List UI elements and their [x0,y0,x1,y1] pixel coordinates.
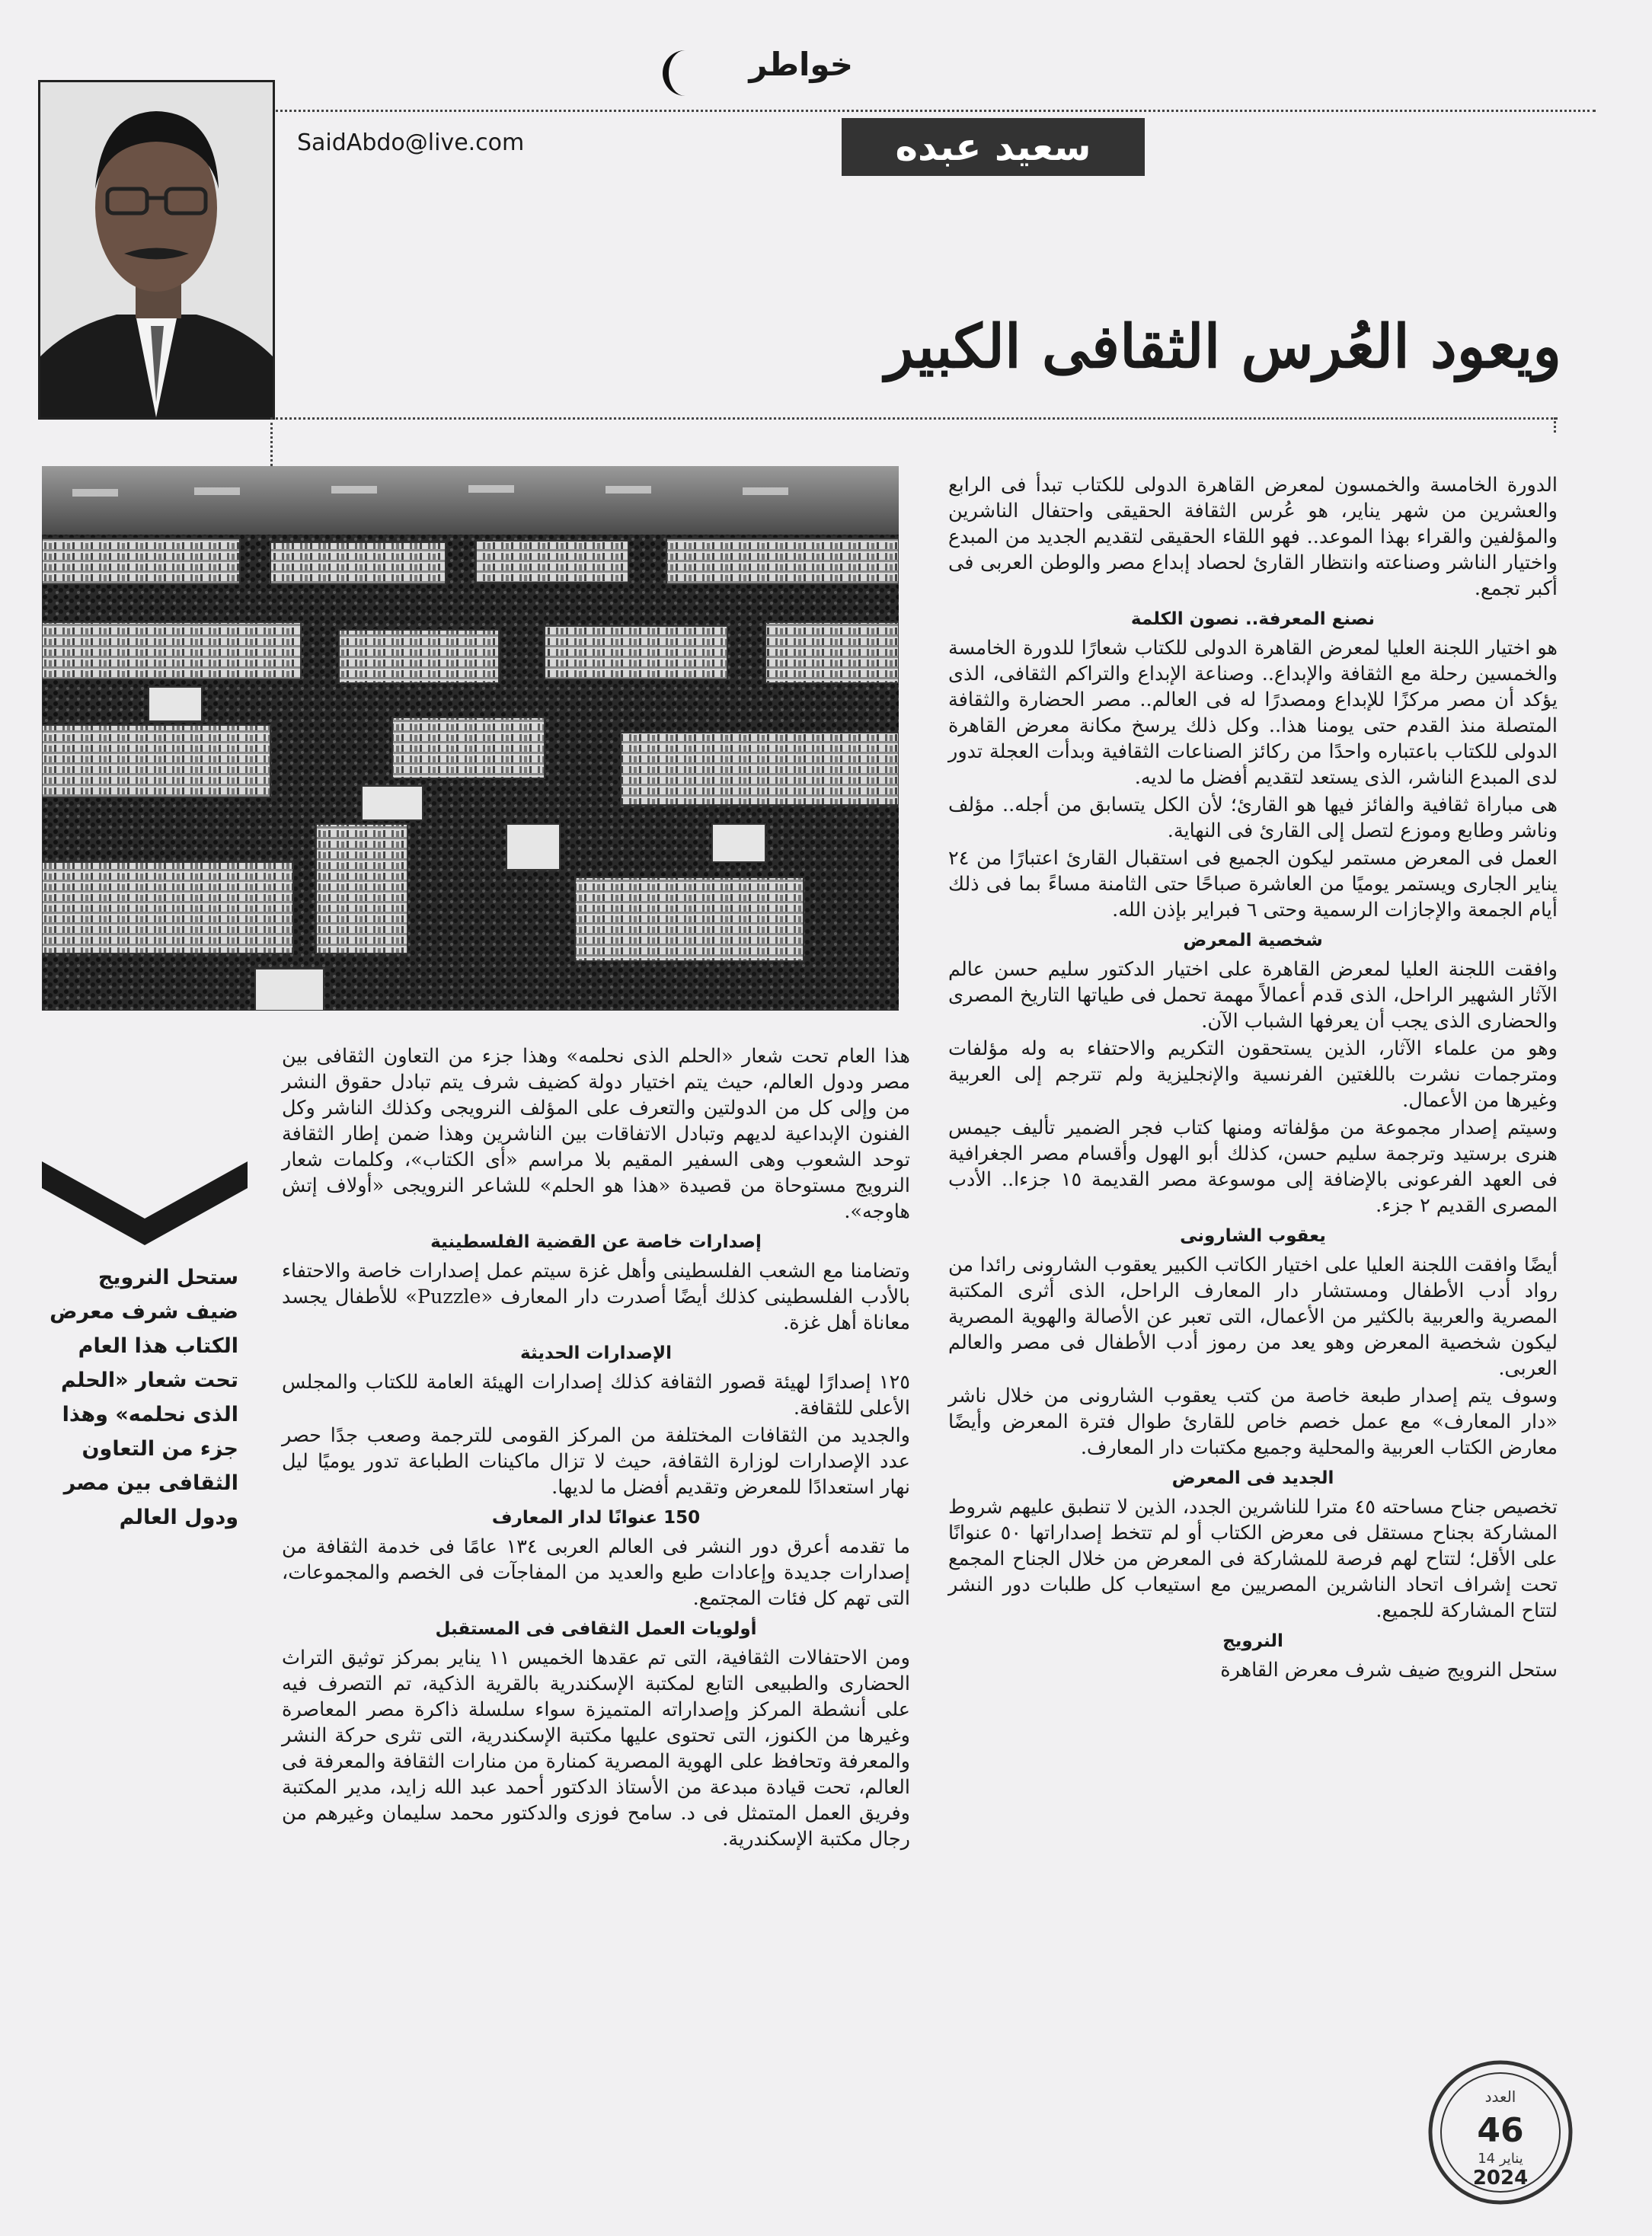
section-label: خواطر [749,46,853,83]
paragraph: وافقت اللجنة العليا لمعرض القاهرة على اختيار الدكتور سليم حسن عالم الآثار الشهير الراحل، الذى قدم أعمالاً مهمة تحمل فى طياتها التاريخ المصرى والحضارى الذى يجب أن يعرفها الشباب الآن. [948,958,1558,1033]
paragraph: وسوف يتم إصدار طبعة خاصة من كتب يعقوب الشارونى من خلال ناشر «دار المعارف» مع عمل خصم خاص للقارئ طوال فترة المعرض وأيضًا معارض الكتاب العربية والمحلية وجميع مكتبات دار المعارف. [948,1385,1558,1459]
pull-quote: ستحل النرويج ضيف شرف معرض الكتاب هذا العام تحت شعار «الحلم الذى نحلمه» وهذا جزء من التعاون الثقافى بين مصر ودول العالم [50,1266,238,1529]
subheading: النرويج [1222,1631,1283,1651]
subheading: الإصدارات الحديثة [519,1343,672,1363]
paragraph: هى مباراة ثقافية والفائز فيها هو القارئ؛ لأن الكل يتسابق من أجله.. مؤلف وناشر وطابع وموزع لتصل إلى القارئ فى النهاية. [948,794,1558,842]
paragraph: وهو من علماء الآثار، الذين يستحقون التكريم والاحتفاء به وله مؤلفات ومترجمات نشرت باللغتين الفرنسية والإنجليزية ولم تترجم إلى العربية وغيرها من الأعمال. [948,1037,1558,1112]
paragraph: أيضًا وافقت اللجنة العليا على اختيار الكاتب الكبير يعقوب الشارونى رائدا من رواد أدب الأطفال ومستشار دار المعارف الراحل، الذى أثرى المكتبة المصرية والعربية بالكثير من الأعمال، التى تعبر عن الأصالة والهوية المصرية ليكون شخصية المعرض وهو يعد من رموز أدب الأطفال فى مصر والعالم العربى. [948,1254,1558,1380]
subheading: إصدارات خاصة عن القضية الفلسطينية [430,1232,762,1252]
subheading: شخصية المعرض [1183,931,1323,950]
paragraph: ستحل النرويج ضيف شرف معرض القاهرة [1220,1659,1558,1682]
paragraph: هو اختيار اللجنة العليا لمعرض القاهرة الدولى للكتاب شعارًا للدورة الخامسة والخمسين رحلة مع الثقافة والإبداع.. وصناعة الإبداع والتراكم الثقافى، الذى يؤكد أن مصر مركزًا للإبداع ومصدرًا له فى العالم.. مصر الحضارة والثقافة المتصلة منذ القدم حتى يومنا هذا.. وكل ذلك يرسخ مكانة معرض القاهرة الدولى للكتاب باعتباره واحدًا من ركائز الصناعات الثقافية وبدأت العجلة تدور لدى المبدع الناشر، الذى يستعد لتقديم أفضل ما لديه. [948,637,1558,789]
section-bracket [663,50,692,96]
top-rule [270,110,1596,112]
paragraph: تخصيص جناح مساحته ٤٥ مترا للناشرين الجدد، الذين لا تنطبق عليهم شروط المشاركة بجناح مستقل فى معرض الكتاب أو لم تتخط إصداراتها ٥٠ عنوانًا على الأقل؛ لتتاح لهم فرصة للمشاركة فى المعرض من خلال الجناح المجمع تحت إشراف اتحاد الناشرين المصريين مع استيعاب كل طلبات دور النشر لتتاح المشاركة للجميع. [948,1496,1558,1622]
paragraph: والجديد من الثقافات المختلفة من المركز القومى للترجمة وصعب جدًا حصر عدد الإصدارات لوزارة الثقافة، حيث لا تزال ماكينات الطباعة تدور يوميًا ليل نهار استعدادًا للمعرض وتقديم أفضل ما لديها. [282,1424,910,1499]
author-email[interactable]: SaidAbdo@live.com [297,129,525,156]
article-column-middle [282,1043,910,1854]
subheading: يعقوب الشارونى [1180,1226,1326,1246]
author-photo [38,80,275,420]
paragraph: ١٢٥ إصدارًا لهيئة قصور الثقافة كذلك إصدارات الهيئة العامة للكتاب والمجلس الأعلى للثقافة. [282,1371,910,1420]
stamp-issue: 46 [1477,2111,1524,2150]
paragraph: العمل فى المعرض مستمر ليكون الجميع فى استقبال القارئ اعتبارًا من ٢٤ يناير الجارى ويستمر يوميًا من العاشرة صباحًا حتى الثامنة مساءً بما فى ذلك أيام الجمعة والإجازات الرسمية وحتى ٦ فبراير بإذن الله. [948,847,1558,922]
paragraph: ومن الاحتفالات الثقافية، التى تم عقدها الخميس ١١ يناير بمركز توثيق التراث الحضارى والطبيعى التابع لمكتبة الإسكندرية بالقرية الذكية، تم التصرف فيه على أنشطة المركز وإصداراته المتميزة سواء سلسلة ذاكرة مصر المعاصرة وغيرها من الكنوز، التى تحتوى عليها مكتبة الإسكندرية، التى تثرى حركة النشر والمعرفة وتحافظ على الهوية المصرية كمنارة من منارات الثقافة والمعرفة فى العالم، تحت قيادة مبدعة من الأستاذ الدكتور أحمد عبد الله زايد، مدير المكتبة وفريق العمل المتمثل فى د. سامح فوزى والدكتور محمد سليمان وغيرهم من رجال مكتبة الإسكندرية. [282,1647,910,1851]
headline-rule-left [270,417,273,471]
subheading: الجديد فى المعرض [1171,1468,1334,1488]
author-photo-illustration [40,82,273,417]
stamp-label: العدد [1484,2087,1516,2106]
headline-rule-right [1554,417,1556,433]
subheading: أولويات العمل الثقافى فى المستقبل [435,1619,757,1639]
headline-rule [270,417,1558,420]
issue-stamp [1424,2056,1577,2209]
stamp-date: 14 يناير [1478,2151,1523,2167]
chevron-down-icon [42,1161,248,1245]
paragraph: الدورة الخامسة والخمسون لمعرض القاهرة الدولى للكتاب تبدأ فى الرابع والعشرين من شهر يناير، هو عُرس الثقافة الحقيقى واحتفال الناشرين والمؤلفين والقراء بهذا الموعد.. فهو اللقاء الحقيقى لتقديم الجديد من المبدع واختيار الناشر وصناعته وانتظار القارئ لحصاد إبداع مصر والوطن العربى فى أكبر تجمع. [948,474,1558,600]
article-column-right [948,472,1558,1685]
paragraph: وتضامنا مع الشعب الفلسطينى وأهل غزة سيتم عمل إصدارات خاصة والاحتفاء بالأدب الفلسطينى كذلك أيضًا أصدرت دار المعارف «Puzzle» للأطفال يجسد معاناة أهل غزة. [282,1260,910,1334]
subheading: 150 عنوانًا لدار المعارف [491,1508,701,1528]
book-fair-photo [42,466,899,1011]
paragraph: هذا العام تحت شعار «الحلم الذى نحلمه» وهذا جزء من التعاون الثقافى بين مصر ودول العالم، حيث يتم اختيار دولة كضيف شرف يتم تبادل حقوق النشر من وإلى كل من الدولتين والتعرف على المؤلف النرويجى وكذلك الناشر وكل الفنون الإبداعية لديهم وتبادل الاتفاقات بين الناشرين وهذا ضمن إطار الثقافة توحد الشعوب وهى السفير المقيم بلا مراسم «أى الكتاب»، وكلمات شعار النرويج مستوحاة من قصيدة «هذا هو الحلم» للشاعر النرويجى «أولاف إتش هاوجه». [282,1045,910,1223]
stamp-graphic [1424,2056,1577,2209]
headline: ويعود العُرس الثقافى الكبير [885,312,1561,382]
section-tag [670,46,853,99]
author-name: سعيد عبده [842,118,1145,176]
subheading: نصنع المعرفة.. نصون الكلمة [1130,609,1376,629]
paragraph: وسيتم إصدار مجموعة من مؤلفاته ومنها كتاب فجر الضمير تأليف جيمس هنرى برستيد وترجمة سليم حسن، كذلك أبو الهول وأقسام مصر الجغرافية فى العهد الفرعونى بالإضافة إلى موسوعة مصر القديمة ١٥ جزءا.. الأدب المصرى القديم ٢ جزء. [948,1116,1558,1217]
stamp-year: 2024 [1472,2167,1529,2190]
book-fair-illustration [42,466,899,1011]
paragraph: ما تقدمه أعرق دور النشر فى العالم العربى ١٣٤ عامًا فى خدمة الثقافة من إصدارات جديدة وإعادات طبع والعديد من المفاجآت فى الخصم والمجموعات، التى تهم كل فئات المجتمع. [282,1535,910,1610]
